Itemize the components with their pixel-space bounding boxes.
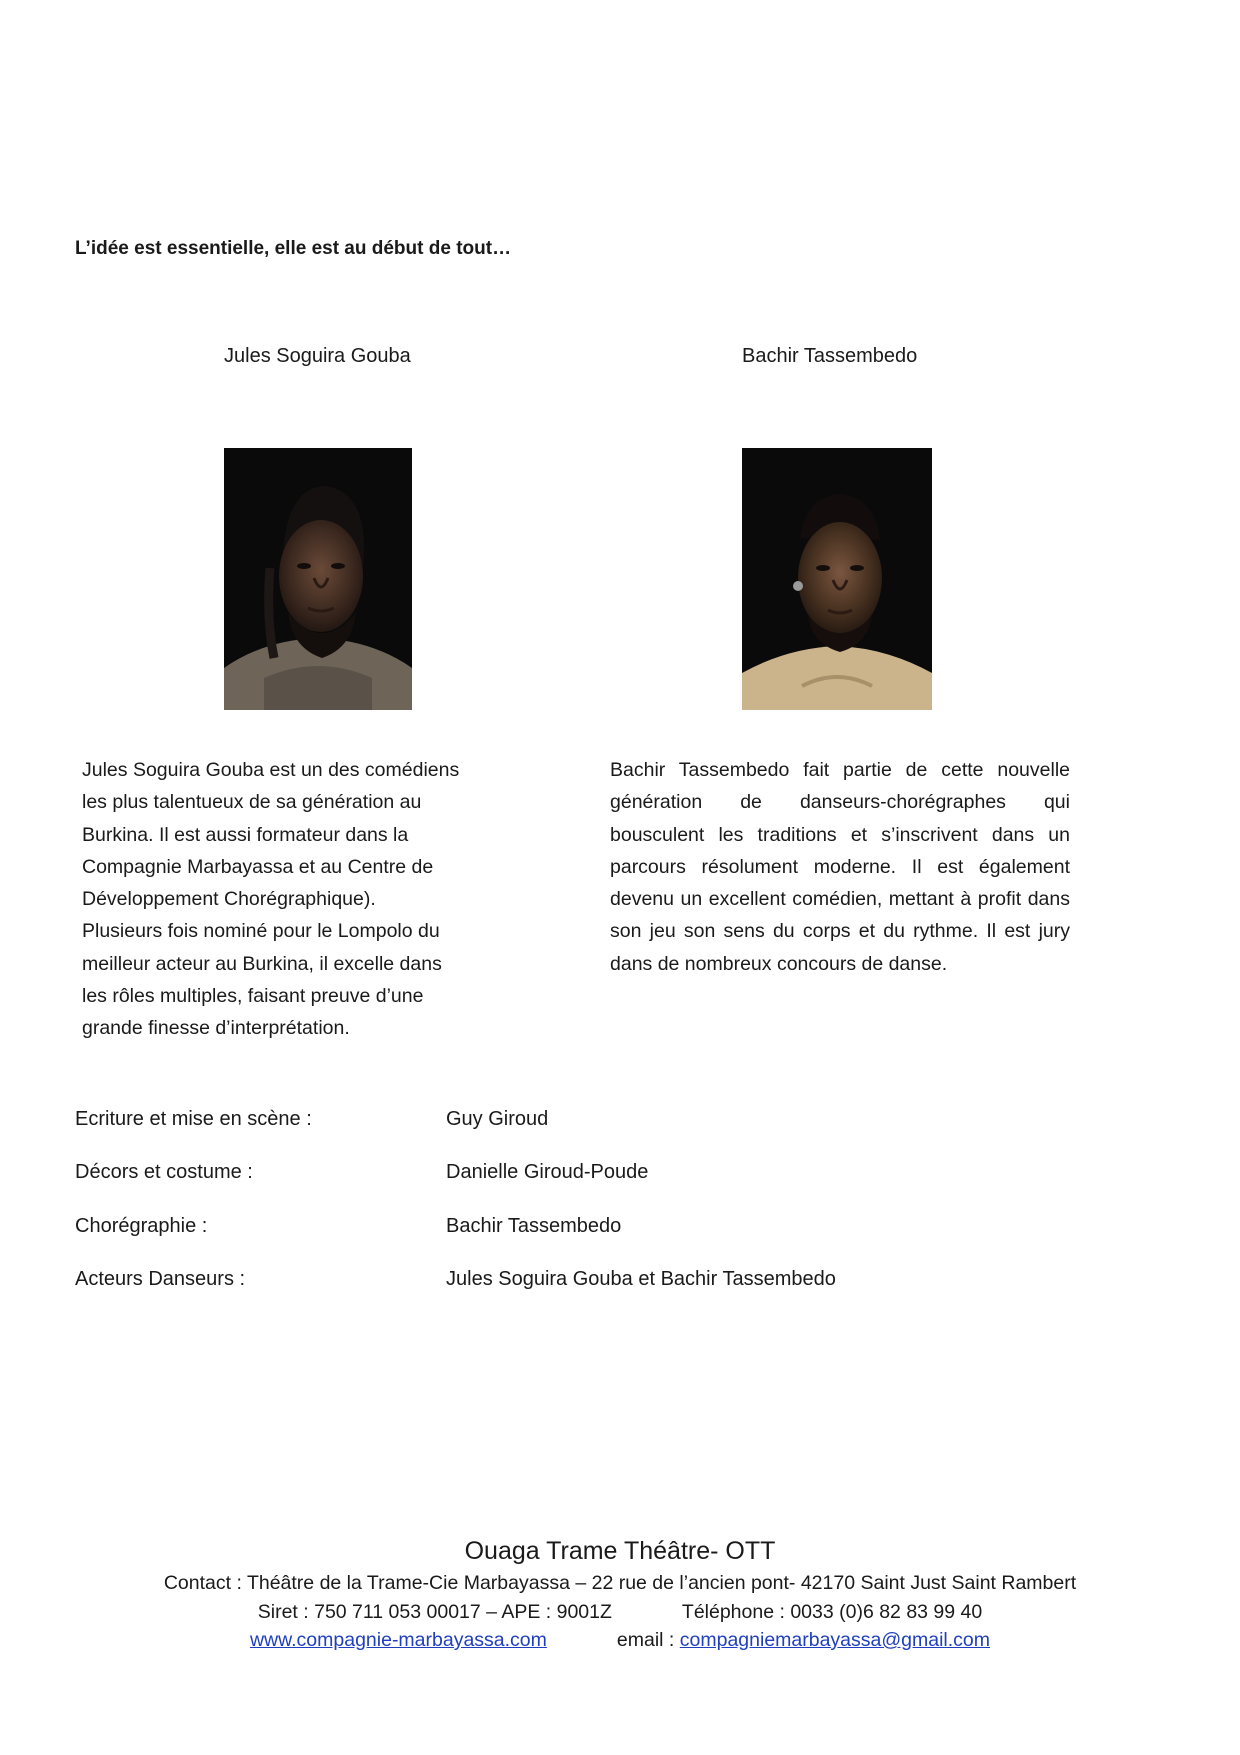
portrait-left-illustration bbox=[224, 448, 412, 710]
footer-registration bbox=[0, 1598, 1240, 1627]
person-name-right: Bachir Tassembedo bbox=[742, 345, 918, 367]
website-link[interactable]: www.compagnie-marbayassa.com bbox=[249, 1629, 547, 1651]
email-label: email : bbox=[616, 1629, 675, 1651]
credits-list bbox=[75, 1108, 975, 1321]
footer-contact: Contact : Théâtre de la Trame-Cie Marbayassa – 22 rue de l’ancien pont- 42170 Saint Just Saint Rambert bbox=[163, 1572, 1077, 1594]
bio-left-line: Burkina. Il est aussi formateur dans la bbox=[82, 823, 409, 846]
bio-left-line: meilleur acteur au Burkina, il excelle dans bbox=[82, 952, 442, 975]
bio-left-line: Compagnie Marbayassa et au Centre de bbox=[82, 855, 434, 878]
footer-title: Ouaga Trame Théâtre- OTT bbox=[464, 1537, 776, 1565]
credit-person: Jules Soguira Gouba et Bachir Tassembedo bbox=[446, 1267, 836, 1290]
credit-role: Acteurs Danseurs : bbox=[75, 1267, 246, 1290]
credit-row bbox=[75, 1161, 975, 1214]
credit-role: Chorégraphie : bbox=[75, 1214, 208, 1237]
credit-row bbox=[75, 1215, 975, 1268]
footer-links bbox=[0, 1626, 1240, 1655]
credit-person: Danielle Giroud-Poude bbox=[446, 1161, 649, 1184]
bio-left-line: grande finesse d’interprétation. bbox=[82, 1017, 350, 1040]
credit-role: Ecriture et mise en scène : bbox=[75, 1108, 312, 1130]
credit-row bbox=[75, 1108, 975, 1161]
bio-left-line: Jules Soguira Gouba est un des comédiens bbox=[82, 759, 460, 781]
footer-siret: Siret : 750 711 053 00017 – APE : 9001Z bbox=[257, 1600, 612, 1623]
portrait-right-illustration bbox=[742, 448, 932, 710]
bio-left-line: Plusieurs fois nominé pour le Lompolo du bbox=[82, 920, 440, 943]
footer bbox=[0, 1533, 1240, 1655]
person-name-left: Jules Soguira Gouba bbox=[224, 345, 411, 367]
credit-person: Guy Giroud bbox=[446, 1108, 549, 1130]
bio-right: Bachir Tassembedo fait partie de cette nouvelle génération de danseurs-chorégraphes qui bousculent les traditions et s’inscrivent dans un parcours résolument moderne. Il est également devenu un excellent comédien, mettant à profit dans son jeu son sens du corps et du rythme. Il est jury dans de nombreux concours de danse. bbox=[610, 759, 1070, 975]
footer-phone: Téléphone : 0033 (0)6 82 83 99 40 bbox=[681, 1600, 983, 1623]
portrait-photo-left bbox=[224, 448, 412, 710]
email-link[interactable]: compagniemarbayassa@gmail.com bbox=[679, 1629, 991, 1651]
page-heading: L’idée est essentielle, elle est au début de tout… bbox=[75, 238, 512, 259]
credit-person: Bachir Tassembedo bbox=[446, 1214, 622, 1237]
credit-row bbox=[75, 1268, 975, 1321]
bio-left bbox=[82, 754, 502, 1045]
credit-role: Décors et costume : bbox=[75, 1161, 253, 1184]
bio-left-line: Développement Chorégraphique). bbox=[82, 888, 376, 911]
bio-left-line: les plus talentueux de sa génération au bbox=[82, 791, 422, 814]
portrait-photo-right bbox=[742, 448, 932, 710]
bio-left-line: les rôles multiples, faisant preuve d’une bbox=[82, 985, 424, 1008]
